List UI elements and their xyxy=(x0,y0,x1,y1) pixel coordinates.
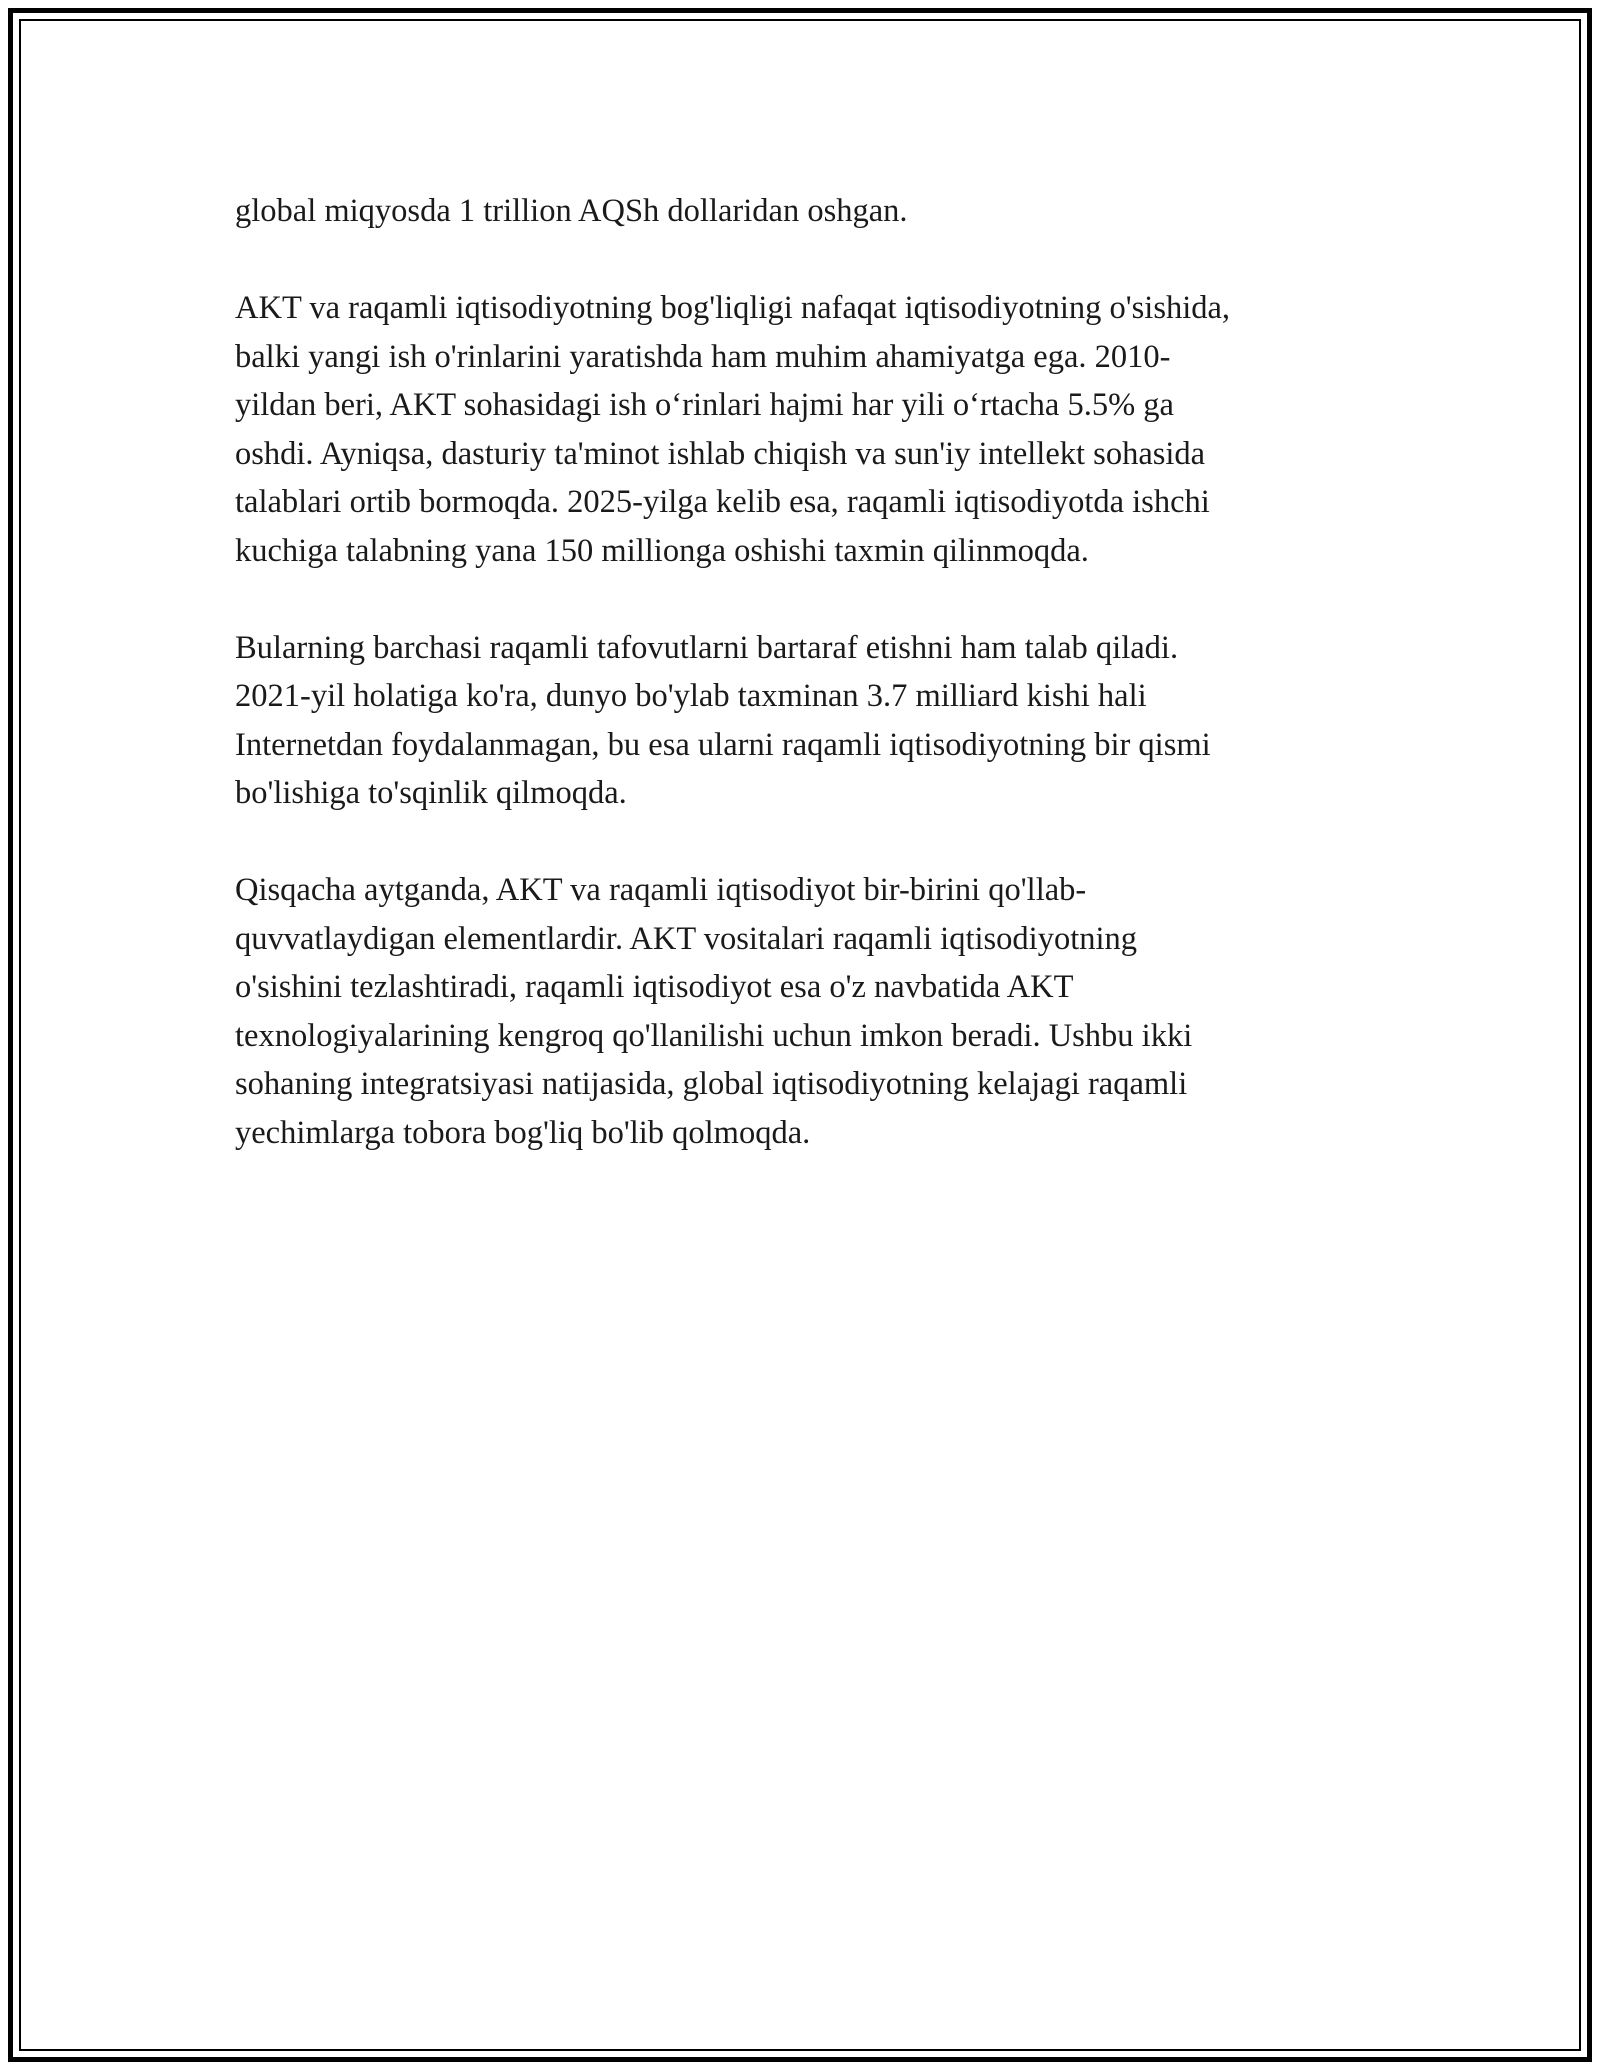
text-line: oshdi. Ayniqsa, dasturiy ta'minot ishlab chiqish va sun'iy intellekt sohasida xyxy=(235,435,1206,472)
text-line: bo'lishiga to'sqinlik qilmoqda. xyxy=(235,775,627,811)
paragraph-2 xyxy=(235,284,1415,575)
document-body xyxy=(235,187,1415,1206)
text-line: balki yangi ish o'rinlarini yaratishda ham muhim ahamiyatga ega. 2010- xyxy=(235,338,1171,375)
text-line: AKT va raqamli iqtisodiyotning bog'liqligi nafaqat iqtisodiyotning o'sishida, xyxy=(235,290,1231,326)
paragraph-4 xyxy=(235,866,1415,1157)
text-line: quvvatlaydigan elementlardir. AKT vositalari raqamli iqtisodiyotning xyxy=(235,920,1138,957)
paragraph-3 xyxy=(235,624,1415,818)
text-line: kuchiga talabning yana 150 millionga oshishi taxmin qilinmoqda. xyxy=(235,532,1089,569)
text-line: talablari ortib bormoqda. 2025-yilga kelib esa, raqamli iqtisodiyotda ishchi xyxy=(235,484,1210,520)
text-line: yildan beri, AKT sohasidagi ish o‘rinlari hajmi har yili o‘rtacha 5.5% ga xyxy=(235,387,1174,423)
text-line: Bularning barchasi raqamli tafovutlarni bartaraf etishni ham talab qiladi. xyxy=(235,629,1179,666)
paragraph-1 xyxy=(235,187,1415,236)
text-line: texnologiyalarining kengroq qo'llanilishi uchun imkon beradi. Ushbu ikki xyxy=(235,1017,1193,1054)
text-line: global miqyosda 1 trillion AQSh dollaridan oshgan. xyxy=(235,193,908,229)
text-line: sohaning integratsiyasi natijasida, global iqtisodiyotning kelajagi raqamli xyxy=(235,1066,1188,1102)
text-line: Qisqacha aytganda, AKT va raqamli iqtisodiyot bir-birini qo'llab- xyxy=(235,872,1087,908)
text-line: 2021-yil holatiga ko'ra, dunyo bo'ylab taxminan 3.7 milliard kishi hali xyxy=(235,678,1147,714)
text-line: yechimlarga tobora bog'liq bo'lib qolmoqda. xyxy=(235,1114,811,1151)
text-line: o'sishini tezlashtiradi, raqamli iqtisodiyot esa o'z navbatida AKT xyxy=(235,969,1074,1005)
text-line: Internetdan foydalanmagan, bu esa ularni raqamli iqtisodiyotning bir qismi xyxy=(235,726,1211,763)
